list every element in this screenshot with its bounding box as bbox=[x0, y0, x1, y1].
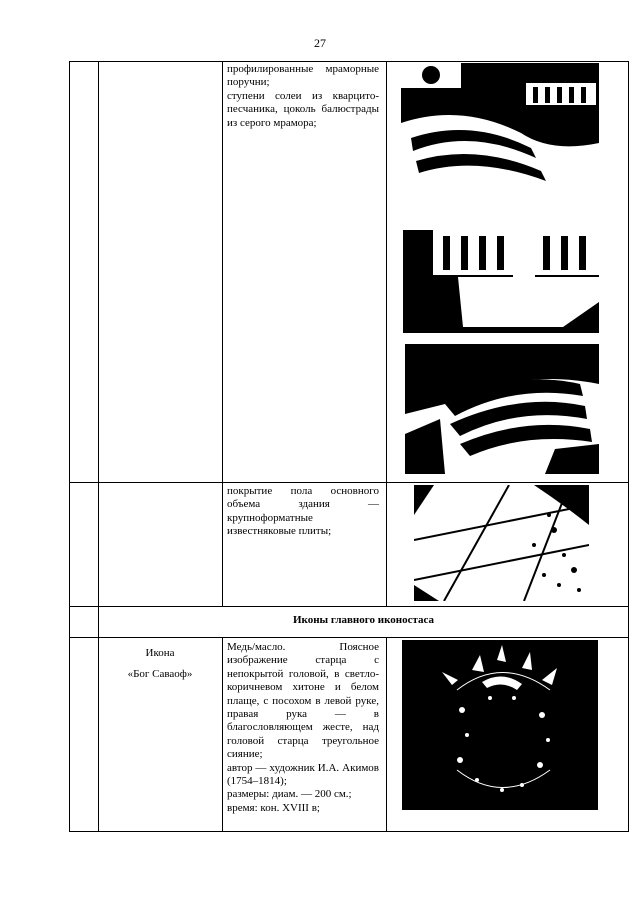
balustrade-steps-photo bbox=[401, 63, 599, 194]
table-border-right bbox=[628, 61, 629, 832]
heritage-table bbox=[69, 61, 629, 832]
table-border-top bbox=[69, 61, 629, 62]
description-line: размеры: диам. — 200 см.; bbox=[227, 788, 352, 801]
section-title: Иконы главного иконостаса bbox=[292, 614, 435, 626]
balustrade-corner-photo bbox=[403, 202, 599, 333]
row-divider-1 bbox=[69, 482, 629, 483]
column-divider-3-lower bbox=[386, 637, 387, 832]
row-divider-2 bbox=[69, 606, 629, 607]
item-title: «Бог Саваоф» bbox=[127, 668, 193, 680]
page-number: 27 bbox=[314, 36, 326, 50]
description-line: время: кон. XVIII в; bbox=[227, 801, 320, 814]
icon-description bbox=[227, 641, 379, 815]
limestone-floor-photo bbox=[414, 485, 589, 601]
table-border-left bbox=[69, 61, 70, 832]
description-line: ступени солеи из кварцито-песчаника, цоколь балюстрады из серого мрамора; bbox=[227, 89, 379, 129]
row-divider-3 bbox=[69, 637, 629, 638]
curved-steps-photo bbox=[405, 344, 599, 474]
row-1-description bbox=[227, 63, 379, 130]
column-divider-1 bbox=[98, 61, 99, 832]
icon-god-sabaoth-photo bbox=[402, 640, 598, 810]
column-divider-2-lower bbox=[222, 637, 223, 832]
description-line: Медь/масло. Поясное изображение старца с непокрытой головой, в светло-коричневом хитоне и белом плаще, с посохом в левой руке, правая рука — в благословляющем жесте, над головой старца треугольное сияние; bbox=[227, 641, 379, 761]
description-line: автор — художник И.А. Акимов (1754–1814); bbox=[227, 761, 379, 788]
column-divider-2 bbox=[222, 61, 223, 606]
item-name bbox=[98, 647, 222, 681]
row-2-description bbox=[227, 485, 379, 539]
description-line: покрытие пола основного объема здания — крупноформатные известняковые плиты; bbox=[227, 485, 379, 538]
item-type: Икона bbox=[145, 647, 175, 659]
column-divider-3 bbox=[386, 61, 387, 606]
description-line: профилированные мраморные поручни; bbox=[227, 63, 379, 89]
table-border-bottom bbox=[69, 831, 629, 832]
